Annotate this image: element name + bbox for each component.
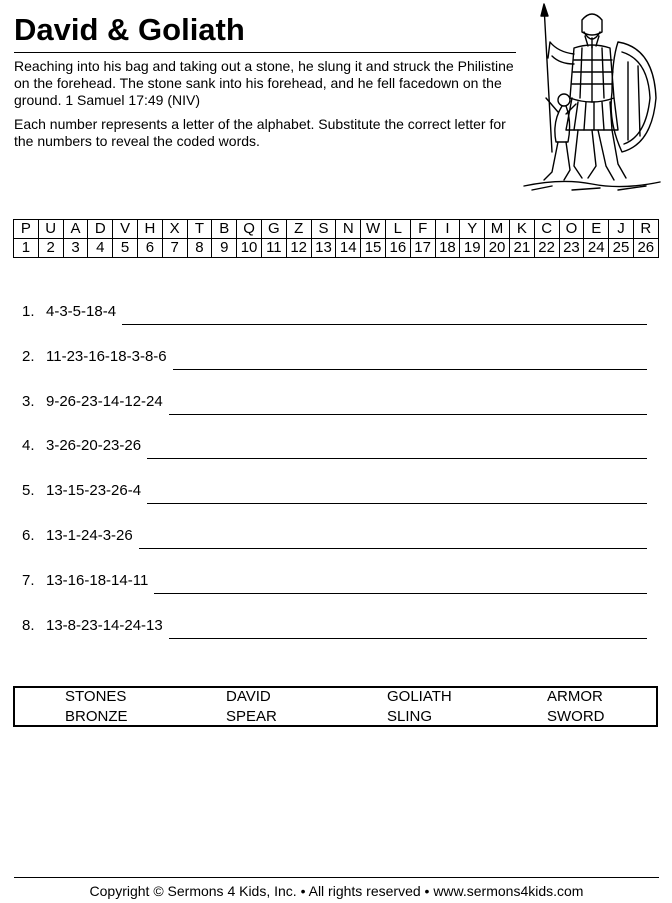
word-bank-item: GOLIATH	[387, 688, 452, 705]
title-divider	[14, 52, 516, 53]
cipher-number: 11	[261, 239, 286, 258]
cipher-letter: N	[336, 220, 361, 239]
word-bank-item: ARMOR	[547, 688, 603, 705]
word-bank-item: SPEAR	[226, 708, 277, 725]
cipher-number: 9	[212, 239, 237, 258]
cipher-number: 23	[559, 239, 584, 258]
cipher-letter: W	[361, 220, 386, 239]
cipher-number: 6	[137, 239, 162, 258]
cipher-number: 12	[286, 239, 311, 258]
cipher-number: 19	[460, 239, 485, 258]
question-item	[22, 436, 647, 481]
answer-line[interactable]	[147, 481, 647, 504]
cipher-number: 21	[509, 239, 534, 258]
cipher-letter: F	[410, 220, 435, 239]
question-item	[22, 347, 647, 392]
question-item	[22, 392, 647, 437]
cipher-letter: Y	[460, 220, 485, 239]
cipher-number: 7	[162, 239, 187, 258]
cipher-letter: M	[485, 220, 510, 239]
word-bank-item: STONES	[65, 688, 127, 705]
coded-word: 13-1-24-3-26	[46, 526, 133, 544]
answer-line[interactable]	[169, 616, 647, 639]
answer-line[interactable]	[147, 436, 647, 459]
cipher-letter: O	[559, 220, 584, 239]
question-list	[22, 302, 647, 660]
cipher-letter: I	[435, 220, 460, 239]
cipher-letter: X	[162, 220, 187, 239]
coded-word: 13-15-23-26-4	[46, 482, 142, 500]
word-bank-item: SLING	[387, 708, 433, 725]
answer-line[interactable]	[173, 347, 647, 370]
instructions: Each number represents a letter of the alphabet. Substitute the correct letter for the numbers to reveal the coded words.	[14, 116, 506, 149]
cipher-letter: U	[38, 220, 63, 239]
cipher-number: 13	[311, 239, 336, 258]
cipher-number: 24	[584, 239, 609, 258]
page-title: David & Goliath	[14, 12, 245, 47]
question-number: 7.	[22, 571, 35, 589]
coded-word: 13-8-23-14-24-13	[46, 616, 163, 634]
question-item	[22, 526, 647, 571]
cipher-letter: E	[584, 220, 609, 239]
scripture-verse: Reaching into his bag and taking out a stone, he slung it and struck the Philistine on the forehead. The stone sank into his forehead, and he fell facedown on the ground. 1 Samuel 17:49 (NIV)	[14, 58, 514, 108]
cipher-number: 5	[113, 239, 138, 258]
cipher-letter: S	[311, 220, 336, 239]
cipher-number: 17	[410, 239, 435, 258]
question-number: 5.	[22, 482, 35, 500]
question-number: 4.	[22, 437, 35, 455]
answer-line[interactable]	[169, 392, 647, 415]
cipher-number: 16	[385, 239, 410, 258]
coded-word: 3-26-20-23-26	[46, 437, 142, 455]
question-number: 3.	[22, 392, 35, 410]
word-bank	[13, 686, 658, 727]
cipher-letter: G	[261, 220, 286, 239]
cipher-number: 22	[534, 239, 559, 258]
cipher-number: 26	[633, 239, 658, 258]
word-bank-item: BRONZE	[65, 708, 128, 725]
coded-word: 11-23-16-18-3-8-6	[46, 347, 167, 365]
cipher-numbers-row	[14, 239, 659, 258]
cipher-number: 15	[361, 239, 386, 258]
coded-word: 9-26-23-14-12-24	[46, 392, 163, 410]
word-bank-item: DAVID	[226, 688, 271, 705]
cipher-letter: C	[534, 220, 559, 239]
question-item	[22, 302, 647, 347]
copyright-footer: Copyright © Sermons 4 Kids, Inc. • All rights reserved • www.sermons4kids.com	[89, 883, 584, 899]
cipher-number: 3	[63, 239, 88, 258]
cipher-letter: H	[137, 220, 162, 239]
coded-word: 13-16-18-14-11	[46, 571, 149, 589]
cipher-letters-row	[14, 220, 659, 239]
cipher-number: 14	[336, 239, 361, 258]
answer-line[interactable]	[154, 571, 647, 594]
question-number: 1.	[22, 303, 35, 320]
cipher-number: 8	[187, 239, 212, 258]
question-item	[22, 571, 647, 616]
footer-divider	[14, 877, 659, 878]
cipher-number: 18	[435, 239, 460, 258]
cipher-letter: R	[633, 220, 658, 239]
cipher-letter: D	[88, 220, 113, 239]
question-number: 2.	[22, 347, 35, 365]
answer-line[interactable]	[139, 526, 647, 549]
cipher-letter: T	[187, 220, 212, 239]
cipher-number: 25	[609, 239, 634, 258]
cipher-letter: L	[385, 220, 410, 239]
question-item	[22, 481, 647, 526]
cipher-number: 10	[237, 239, 262, 258]
word-bank-item: SWORD	[547, 708, 605, 725]
question-number: 8.	[22, 616, 35, 634]
cipher-letter: V	[113, 220, 138, 239]
cipher-letter: K	[509, 220, 534, 239]
cipher-number: 1	[14, 239, 39, 258]
question-number: 6.	[22, 526, 35, 544]
coded-word: 4-3-5-18-4	[46, 303, 117, 320]
cipher-letter: B	[212, 220, 237, 239]
cipher-number: 20	[485, 239, 510, 258]
goliath-illustration-icon	[522, 2, 662, 194]
answer-line[interactable]	[122, 302, 647, 325]
cipher-letter: Z	[286, 220, 311, 239]
cipher-letter: Q	[237, 220, 262, 239]
cipher-key-table	[13, 219, 659, 258]
cipher-number: 2	[38, 239, 63, 258]
question-item	[22, 616, 647, 661]
cipher-letter: A	[63, 220, 88, 239]
cipher-number: 4	[88, 239, 113, 258]
cipher-letter: J	[609, 220, 634, 239]
cipher-letter: P	[14, 220, 39, 239]
